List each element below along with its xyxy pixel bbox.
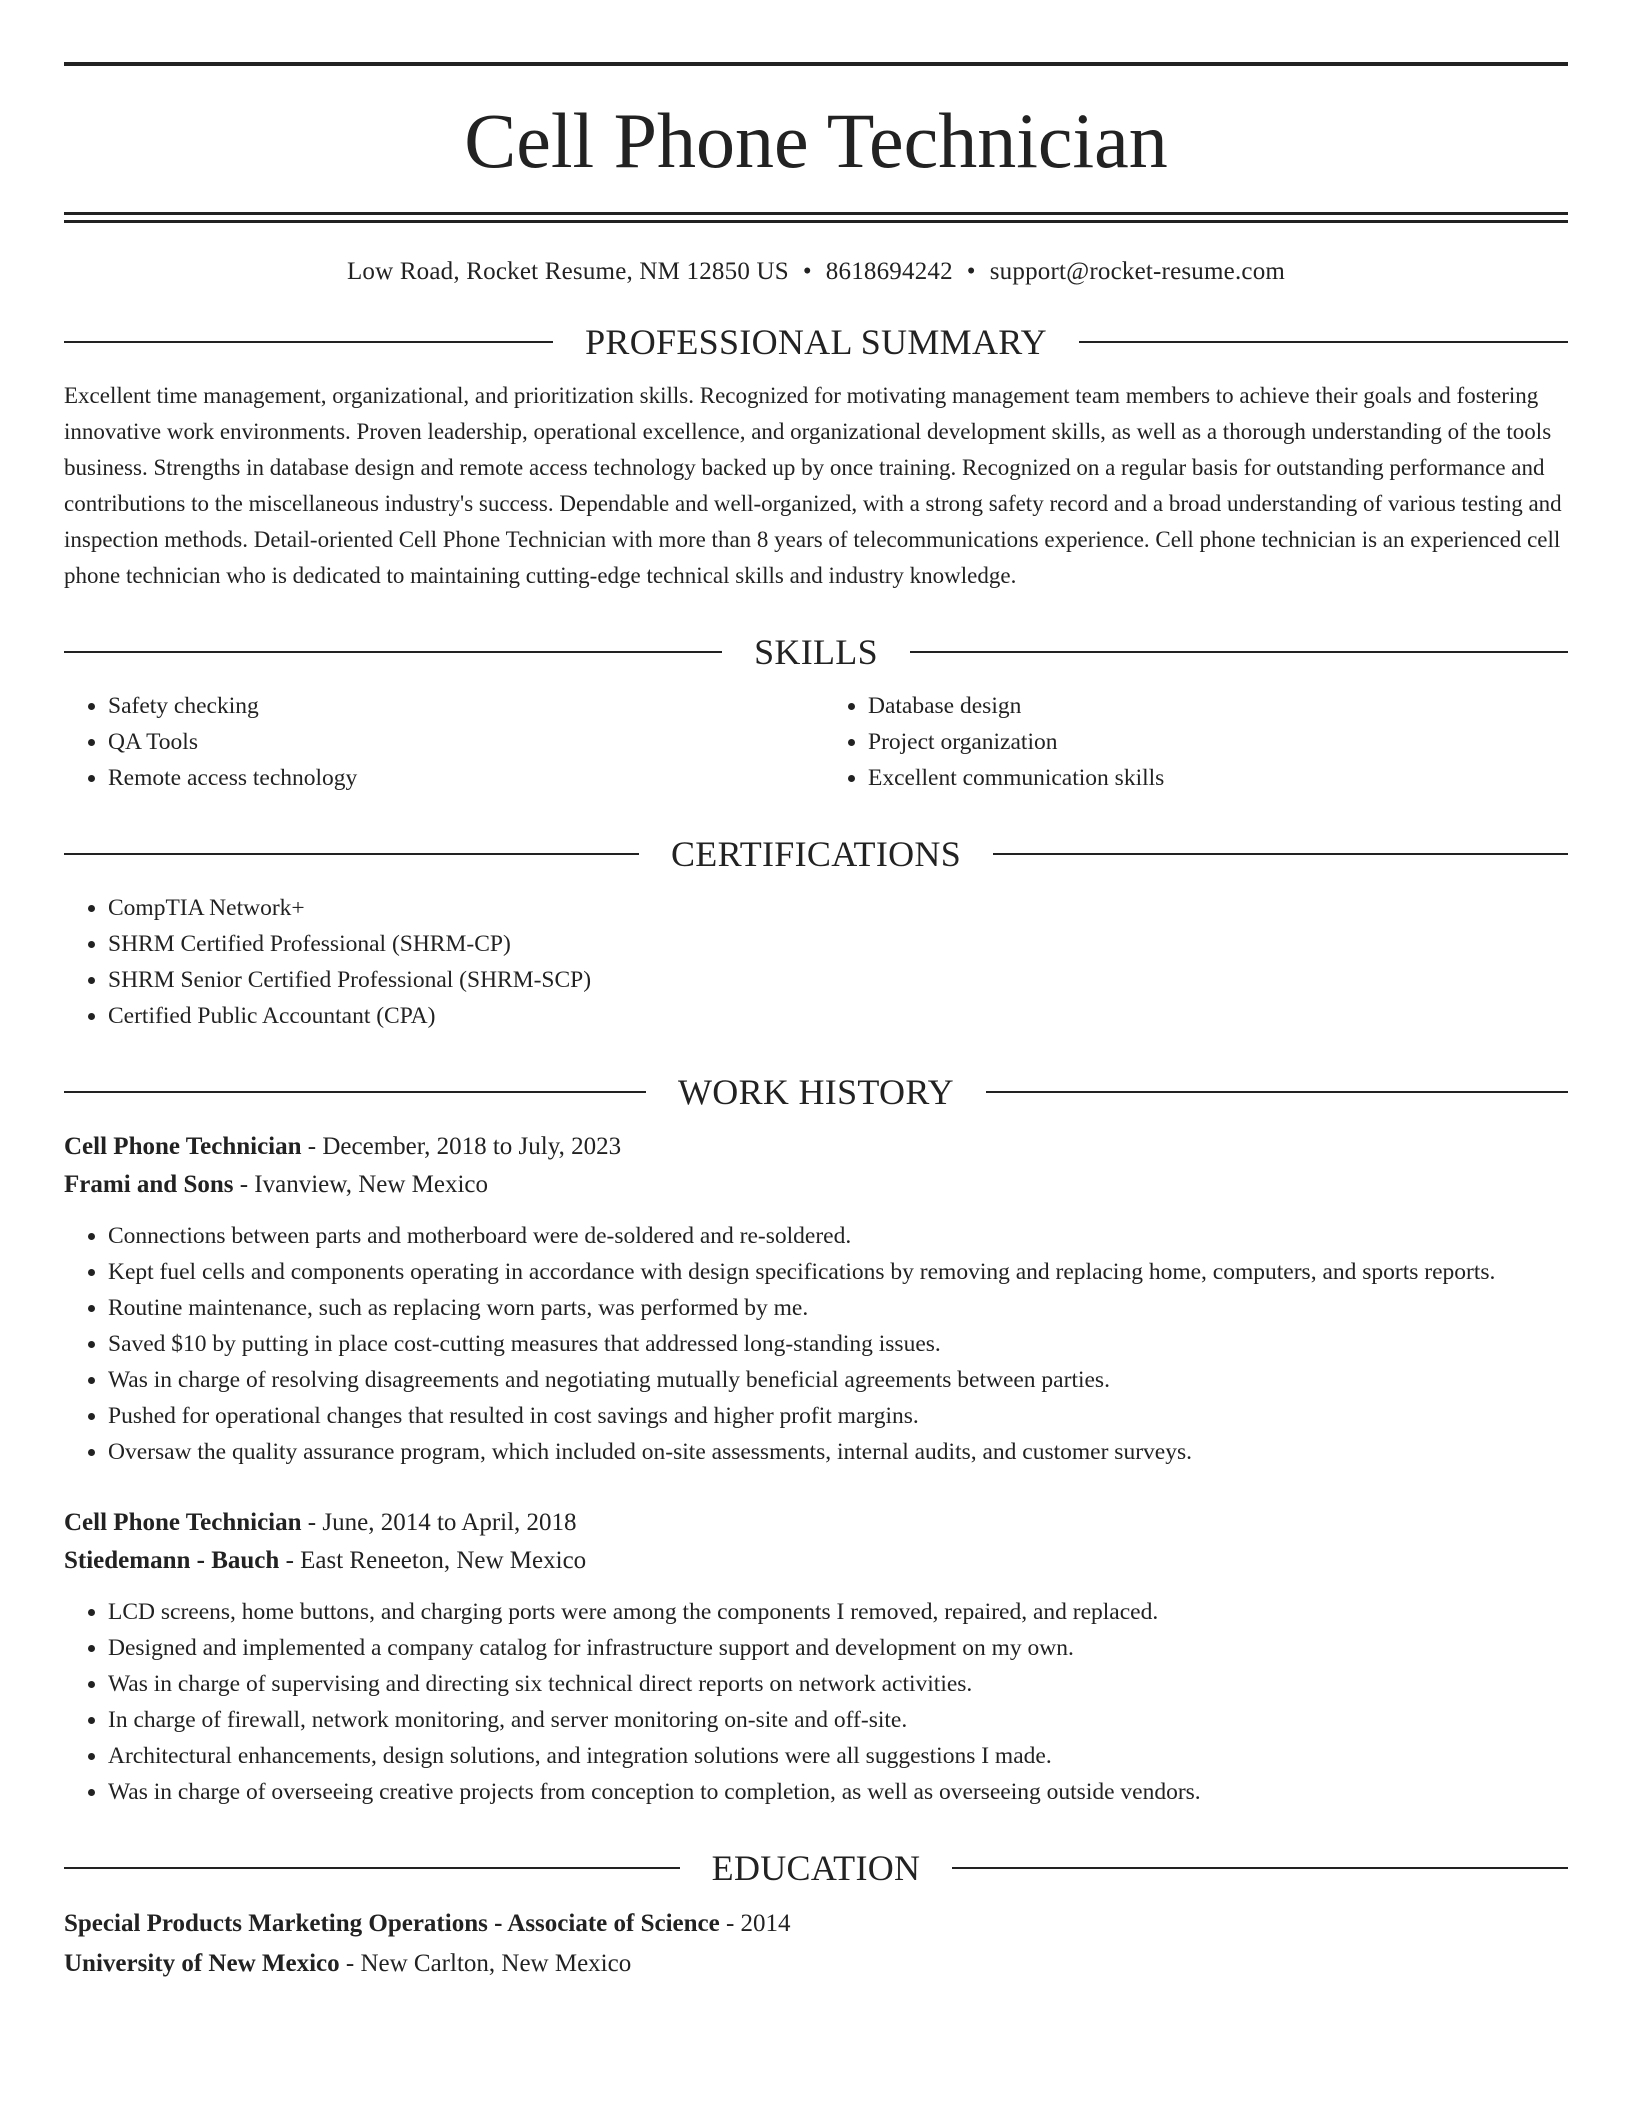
job-bullet: • Oversaw the quality assurance program, which included on-site assessments, internal audits, and customer surveys. xyxy=(108,1434,1568,1470)
skill-item: • Database design xyxy=(868,688,1568,724)
skill-item: • Remote access technology xyxy=(108,760,808,796)
section-divider xyxy=(64,1867,680,1869)
contact-phone: 8618694242 xyxy=(825,258,953,285)
section-divider xyxy=(64,1091,646,1093)
skills-list-right xyxy=(808,688,1568,796)
job-entry xyxy=(64,1128,1568,1470)
education-school: University of New Mexico xyxy=(64,1950,340,1977)
section-header-skills xyxy=(64,634,1568,670)
certification-item: • Certified Public Accountant (CPA) xyxy=(108,998,1568,1034)
contact-address: Low Road, Rocket Resume, NM 12850 US xyxy=(346,258,789,285)
section-title-skills: SKILLS xyxy=(754,632,878,672)
skill-item: • Excellent communication skills xyxy=(868,760,1568,796)
section-title-work: WORK HISTORY xyxy=(678,1072,954,1112)
skill-item: • Project organization xyxy=(868,724,1568,760)
job-bullet: • Was in charge of overseeing creative projects from conception to completion, as well as overseeing outside vendors. xyxy=(108,1774,1568,1810)
job-bullet: • Designed and implemented a company catalog for infrastructure support and development on my own. xyxy=(108,1630,1568,1666)
section-header-education xyxy=(64,1850,1568,1886)
section-header-work xyxy=(64,1074,1568,1110)
job-title-line xyxy=(64,1504,1568,1542)
section-divider xyxy=(952,1867,1568,1869)
top-rule xyxy=(64,62,1568,66)
job-bullets xyxy=(64,1594,1568,1810)
section-title-summary: PROFESSIONAL SUMMARY xyxy=(585,322,1047,362)
job-company: Stiedemann - Bauch xyxy=(64,1547,280,1574)
job-bullet: • In charge of firewall, network monitoring, and server monitoring on-site and off-site. xyxy=(108,1702,1568,1738)
certification-item: • CompTIA Network+ xyxy=(108,890,1568,926)
job-bullet: • Routine maintenance, such as replacing worn parts, was performed by me. xyxy=(108,1290,1568,1326)
job-bullet: • Pushed for operational changes that resulted in cost savings and higher profit margins. xyxy=(108,1398,1568,1434)
section-divider xyxy=(986,1091,1568,1093)
section-divider xyxy=(64,853,639,855)
section-header-certifications xyxy=(64,836,1568,872)
section-title-certifications: CERTIFICATIONS xyxy=(670,834,962,874)
job-title: Cell Phone Technician xyxy=(64,1133,302,1160)
contact-separator: • xyxy=(966,258,976,285)
job-dates: - December, 2018 to July, 2023 xyxy=(301,1133,622,1160)
education-degree: Special Products Marketing Operations - Associate of Science xyxy=(64,1910,720,1937)
skill-item: • Safety checking xyxy=(108,688,808,724)
certification-item: • SHRM Certified Professional (SHRM-CP) xyxy=(108,926,1568,962)
resume-page xyxy=(64,0,1568,1984)
education-school-line xyxy=(64,1944,1568,1984)
job-bullet: • Was in charge of resolving disagreements and negotiating mutually beneficial agreements between parties. xyxy=(108,1362,1568,1398)
education-location: - New Carlton, New Mexico xyxy=(339,1950,632,1977)
education-degree-line xyxy=(64,1904,1568,1944)
job-company-line xyxy=(64,1542,1568,1580)
section-divider xyxy=(64,651,722,653)
summary-text: Excellent time management, organizational, and prioritization skills. Recognized for motivating management team members to achieve their goals and fostering innovative work environments. Proven leadership, operational excellence, and organizational development skills, as well as a thorough understanding of the tools business. Strengths in database design and remote access technology backed up by once training. Recognized on a regular basis for outstanding performance and contributions to the miscellaneous industry's success. Dependable and well-organized, with a strong safety record and a broad understanding of various testing and inspection methods. Detail-oriented Cell Phone Technician with more than 8 years of telecommunications experience. Cell phone technician is an experienced cell phone technician who is dedicated to maintaining cutting-edge technical skills and industry knowledge. xyxy=(64,383,1562,588)
job-entry xyxy=(64,1504,1568,1810)
education-year: - 2014 xyxy=(719,1910,791,1937)
job-dates: - June, 2014 to April, 2018 xyxy=(301,1509,577,1536)
contact-separator: • xyxy=(802,258,812,285)
contact-email: support@rocket-resume.com xyxy=(989,258,1286,285)
job-bullet: • Saved $10 by putting in place cost-cutting measures that addressed long-standing issues. xyxy=(108,1326,1568,1362)
job-company-line xyxy=(64,1166,1568,1204)
job-bullet: • Connections between parts and motherboard were de-soldered and re-soldered. xyxy=(108,1218,1568,1254)
contact-line xyxy=(64,259,1568,284)
job-bullet: • LCD screens, home buttons, and charging ports were among the components I removed, repaired, and replaced. xyxy=(108,1594,1568,1630)
job-title: Cell Phone Technician xyxy=(64,1509,302,1536)
job-title-line xyxy=(64,1128,1568,1166)
header-double-rule xyxy=(64,212,1568,223)
section-divider xyxy=(1079,341,1568,343)
job-location: - East Reneeton, New Mexico xyxy=(279,1547,587,1574)
section-title-education: EDUCATION xyxy=(711,1848,921,1888)
job-company: Frami and Sons xyxy=(64,1171,234,1198)
resume-name: Cell Phone Technician xyxy=(464,97,1168,184)
job-bullets xyxy=(64,1218,1568,1470)
job-bullet: • Was in charge of supervising and directing six technical direct reports on network activities. xyxy=(108,1666,1568,1702)
job-bullet: • Kept fuel cells and components operating in accordance with design specifications by removing and replacing home, computers, and sports reports. xyxy=(108,1254,1568,1290)
skill-item: • QA Tools xyxy=(108,724,808,760)
section-divider xyxy=(993,853,1568,855)
job-location: - Ivanview, New Mexico xyxy=(233,1171,489,1198)
job-bullet: • Architectural enhancements, design solutions, and integration solutions were all suggestions I made. xyxy=(108,1738,1568,1774)
section-divider xyxy=(64,341,553,343)
skills-grid xyxy=(64,688,1568,796)
section-divider xyxy=(910,651,1568,653)
skills-list-left xyxy=(64,688,808,796)
certification-item: • SHRM Senior Certified Professional (SHRM-SCP) xyxy=(108,962,1568,998)
section-header-summary xyxy=(64,324,1568,360)
certifications-list xyxy=(64,890,1568,1034)
